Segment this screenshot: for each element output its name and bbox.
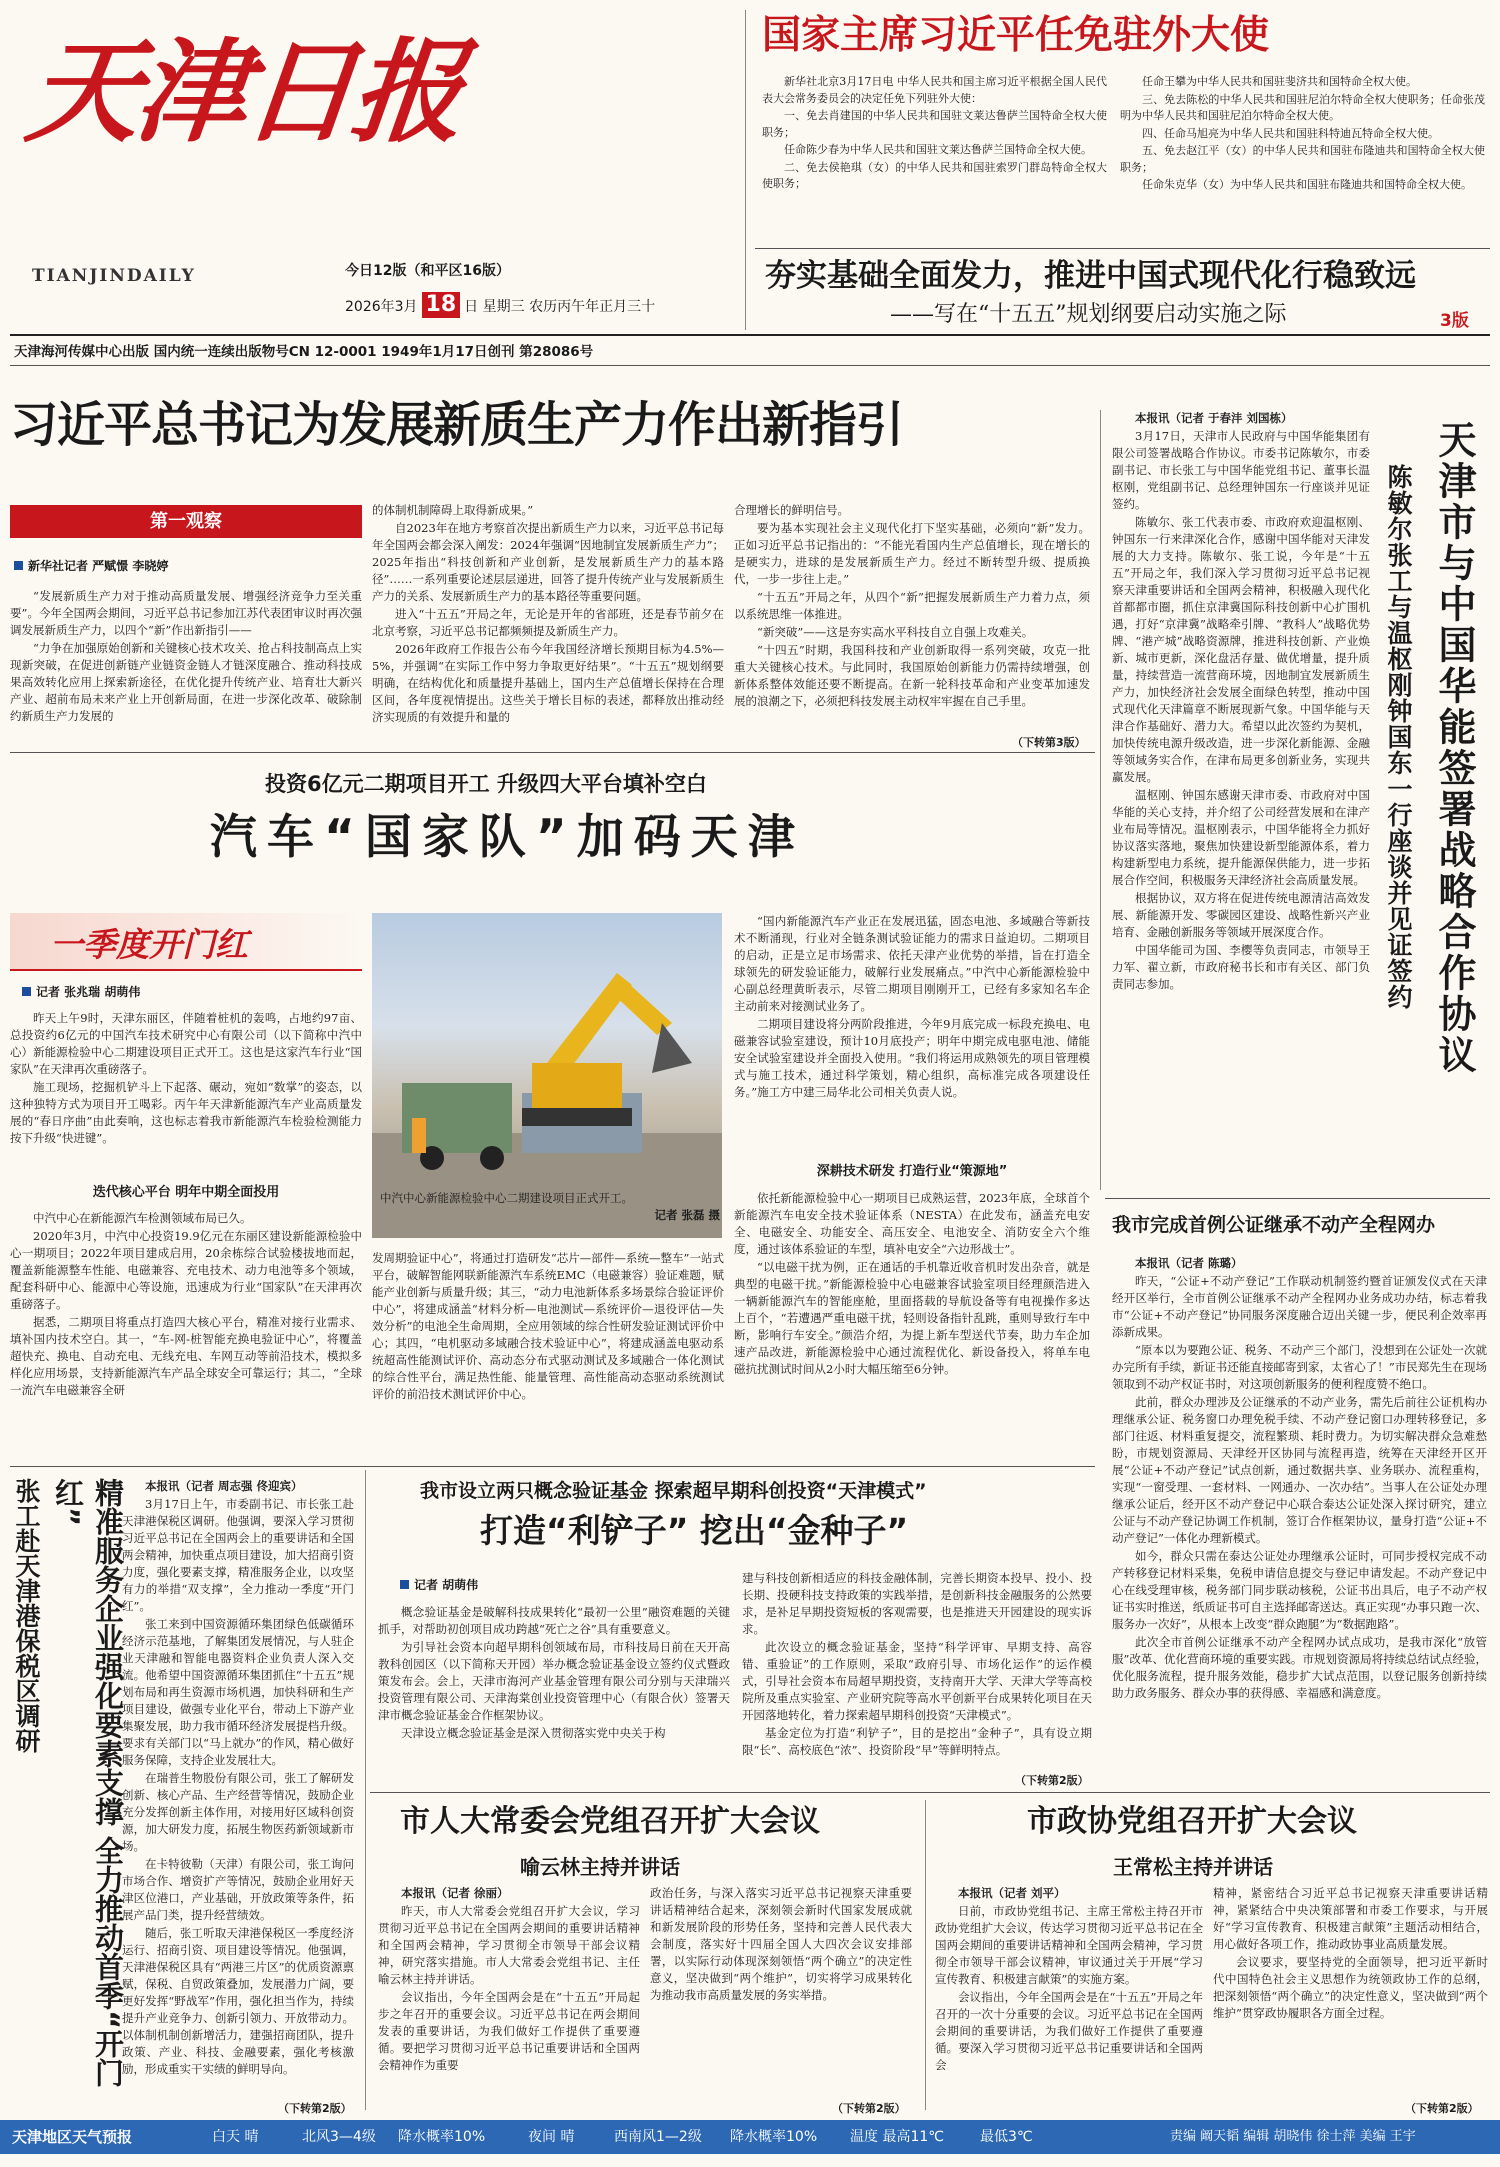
paragraph: 会议指出，今年全国两会是在“十五五”开局之年召开的一次十分重要的会议。习近平总书记在全国两会期间的重要讲话，为我们做好工作提供了重要遵循。要深入学习贯彻习近平总书记重要讲话和全国两会 xyxy=(935,1990,1203,2072)
top-story-title: 国家主席习近平任免驻外大使 xyxy=(762,13,1270,58)
auto-kicker: 投资6亿元二期项目开工 升级四大平台填补空白 xyxy=(265,772,707,796)
promo-subtitle: ——写在“十五五”规划纲要启动实施之际 xyxy=(890,302,1287,327)
publisher-line: 天津海河传媒中心出版 国内统一连续出版物号CN 12-0001 1949年1月17日创刊 第28086号 xyxy=(14,344,594,360)
auto-col1 xyxy=(10,1010,362,1175)
byline: 本报讯（记者 刘平） xyxy=(958,1886,1066,1900)
energy-title: 天津市与中国华能签署战略合作协议 xyxy=(1432,420,1476,1076)
paragraph: 中汽中心在新能源汽车检测领域布局已久。 xyxy=(33,1211,252,1225)
paragraph: 基金定位为打造“利铲子”，目的是挖出“金种子”，具有设立期限“长”、高校底色“浓”、投资阶段“早”等鲜明特点。 xyxy=(742,1726,1092,1757)
fund-byline xyxy=(400,1576,478,1593)
weather-high: 温度 最高11℃ xyxy=(850,2129,944,2145)
energy-subtitle: 陈敏尔张工与温枢刚钟国东一行座谈并见证签约 xyxy=(1384,464,1413,1010)
date-line xyxy=(345,292,655,318)
promo-rule xyxy=(755,248,1490,249)
byline-text: 新华社记者 严赋憬 李晓婷 xyxy=(28,559,169,573)
paragraph: 建与科技创新相适应的科技金融体制，完善长期资本投早、投小、投长期、投硬科技支持政策的实践举措，是创新科技金融服务的公然要求，是补足早期投资短板的客观需要，也是推进天开园建设的现实诉求。 xyxy=(742,1571,1092,1636)
paragraph: 此次设立的概念验证基金，坚持“科学评审、早期支持、高容错、重验证”的工作原则，采取“政府引导、市场化运作”的运作模式，引导社会资本布局超早期投资，支持南开大学、天津大学等高校院所及重点实验室、产业研究院等高水平创新平台成果转化项目在天开园落地转化，着力探索超早期科创投资“天津模式”。 xyxy=(742,1640,1092,1722)
npc-subtitle: 喻云林主持并讲话 xyxy=(520,1855,680,1879)
masthead-logo xyxy=(21,18,488,188)
publisher-rule xyxy=(10,365,1490,366)
paragraph: 任命陈少春为中华人民共和国驻文莱达鲁萨兰国特命全权大使。 xyxy=(784,143,1092,156)
masthead-rule xyxy=(10,334,1490,336)
bullet-icon xyxy=(22,987,31,996)
paragraph: 中国华能司为国、李樱等负责同志，市领导王力军、翟立新，市政府秘书长和市有关区、部门负责同志参加。 xyxy=(1112,943,1370,991)
paragraph: 3月17日上午，市委副书记、市长张工赴天津港保税区调研。他强调，要深入学习贯彻习近平总书记在全国两会上的重要讲话和全国两会精神，加快重点项目建设，加大招商引资力度，强化要素支撑，精准服务企业，以攻坚有力的举措“双支撑”，全力推动一季度“开门红”。 xyxy=(122,1497,354,1613)
divider xyxy=(1100,410,1101,1190)
paragraph: “力争在加强原始创新和关键核心技术攻关、抢占科技制高点上实现新突破，在促进创新链产业链资金链人才链深度融合、推动科技成果高效转化应用上探索新途径，在优化提升传统产业、培育壮大新兴产业、超前布局未来产业上开创新局面，在进一步深化改革、破除制约新质生产力发展的 xyxy=(10,641,362,723)
paragraph: 天津设立概念验证基金是深入贯彻落实党中央关于构 xyxy=(401,1726,666,1740)
auto-byline xyxy=(22,983,140,1000)
paragraph: 的体制机制障碍上取得新成果。” xyxy=(372,503,534,517)
weather-night: 夜间 晴 xyxy=(528,2129,575,2145)
byline-text: 记者 胡萌伟 xyxy=(414,1578,479,1592)
top-story-col1 xyxy=(762,74,1107,242)
lead-tag: 第一观察 xyxy=(10,505,362,538)
paragraph: 此前，群众办理涉及公证继承的不动产业务，需先后前往公证机构办理继承公证、税务窗口办理免税手续、不动产登记窗口办理转移登记，多部门往返、材料重复提交，流程繁琐、耗时费力。为切实解决群众急难愁盼，市规划资源局、天津经开区协同与流程再造，统筹在天津经开区开展“公证+不动产登记”试点创新，通过数据共享、业务联办、流程重构，实现“一窗受理、一套材料、一网通办、一次办结”。当事人在公证处办理继承公证后，经开区不动产登记中心联合泰达公证处深入探讨研究，建立公证与不动产登记协调工作机制，签订合作框架协议，量身打造“公证+不动产登记”一体化办理新模式。 xyxy=(1112,1395,1487,1545)
paragraph: “以电磁干扰为例，正在通话的手机靠近收音机时发出杂音，就是典型的电磁干扰。”新能源检验中心电磁兼容试验室项目经理颜浩进入一辆新能源汽车的智能座舱，里面搭载的导航设备等有电视操作多达上百个，“若遭遇严重电磁干扰，轻则设备指针乱跳，重则导致行车中断，影响行车安全。”颜浩介绍，为提上新车型送代节奏，助力车企加速产品改进，新能源检验中心通过流程优化、新设备投入，将单车电磁抗扰测试时间从2小时大幅压缩至6分钟。 xyxy=(734,1260,1090,1376)
auto-col3b xyxy=(734,1190,1090,1460)
paragraph: 3月17日，天津市人民政府与中国华能集团有限公司签署战略合作协议。市委书记陈敏尔，市委副书记、市长张工与中国华能党组书记、董事长温枢刚，党组副书记、总经理钟国东一行座谈并见证签约。 xyxy=(1112,429,1370,511)
weather-day: 白天 晴 xyxy=(212,2129,259,2145)
auto-subhead-1: 迭代核心平台 明年中期全面投用 xyxy=(92,1185,280,1200)
paragraph: 自2023年在地方考察首次提出新质生产力以来，习近平总书记每年全国两会都会深入阐发：2024年强调“因地制宜发展新质生产力”；2025年指出“科技创新和产业创新，是发展新质生产力的基本路径”……一系列重要论述层层递进，回答了提升传统产业与发展新质生产力的关系、发展新质生产力的基本路径等重要问题。 xyxy=(372,521,724,603)
paragraph: 二、免去侯艳琪（女）的中华人民共和国驻索罗门群岛特命全权大使职务； xyxy=(762,160,1107,190)
paragraph: 合理增长的鲜明信号。 xyxy=(734,503,849,517)
paragraph: “十四五”时期，我国科技和产业创新取得一系列突破，攻克一批重大关键核心技术。与此同时，我国原始创新能力仍需持续增强，创新体系整体效能还要不断提高。在新一轮科技革命和产业变革加速发展的浪潮之下，必须把科技发展主动权牢牢握在自己手里。 xyxy=(734,643,1090,708)
byline: 本报讯（记者 于春沣 刘国栋） xyxy=(1135,411,1293,425)
byline: 本报讯（记者 周志强 佟迎宾） xyxy=(145,1479,303,1493)
paragraph: 张工来到中国资源循环集团绿色低碳循环经济示范基地，了解集团发展情况，与人驻企业天津融和智能电器资料企业负责人深入交流。他希望中国资源循环集团抓住“十五五”规划布局和再生资源市场机遇，加快科研和生产项目建设，做强专业化平台，带动上下游产业集聚发展，助力我市循环经济发展提档升级。要求有关部门以“马上就办”的作风，精心做好服务保障，支持企业发展壮大。 xyxy=(122,1617,354,1767)
paragraph: 2020年3月，中汽中心投资19.9亿元在东丽区建设新能源检验中心一期项目；2022年项目建成启用，20余栋综合试验楼拔地而起，覆盖新能源整车性能、电磁兼容、充电技术、动力电池等多个领域，配套科研中心、能源中心等设施，迅速成为行业“国家队”在天津再次重磅落子。 xyxy=(10,1229,362,1311)
byline-text: 记者 张兆瑞 胡萌伟 xyxy=(36,985,141,999)
section-rule xyxy=(10,1466,1095,1467)
lead-byline xyxy=(14,557,168,574)
fund-continued[interactable]: （下转第2版） xyxy=(1015,1774,1089,1787)
vert-title: 精准服务企业强化要素支撑 全力推动首季“开门红” xyxy=(51,1478,125,2088)
date-day: 18 xyxy=(422,292,461,318)
byline: 本报讯（记者 陈璐） xyxy=(1135,1256,1243,1270)
photo-caption xyxy=(380,1190,720,1224)
paragraph: 如今，群众只需在泰达公证处办理继承公证时，可同步授权完成不动产转移登记材料采集，免税申请信息提交与登记申请发起。不动产登记中心在线受理审核，税务部门同步联动核税，公证书出具后，电子不动产权证书实时推送，纸质证书可自主选择邮寄送达。真正实现“办事只跑一次、服务办一次好”，从根本上改变“群众跑腿”为“数据跑路”。 xyxy=(1112,1549,1487,1631)
paragraph: 日前，市政协党组书记、主席王常松主持召开市政协党组扩大会议，传达学习贯彻习近平总书记在全国两会期间的重要讲话精神和全国两会精神，学习贯彻全市领导干部会议精神，审议通过关于开展“学习宣传教育、积极建言献策”的实施方案。 xyxy=(935,1904,1203,1986)
logo-text: 天津日报 xyxy=(21,27,467,158)
section-rule xyxy=(370,1792,1490,1793)
heir-title: 我市完成首例公证继承不动产全程网办 xyxy=(1112,1214,1436,1236)
weather-day-rain: 降水概率10% xyxy=(398,2129,486,2145)
top-story-col2 xyxy=(1120,74,1485,242)
weather-label: 天津地区天气预报 xyxy=(12,2128,133,2146)
divider xyxy=(365,1470,366,2110)
paragraph: 概念验证基金是破解科技成果转化“最初一公里”融资难题的关键抓手，对帮助初创项目成功跨越“死亡之谷”具有重要意义。 xyxy=(378,1605,730,1636)
paragraph: 会议要求，要坚持党的全面领导，把习近平新时代中国特色社会主义思想作为统领政协工作的总纲，把深刻领悟“两个确立”的决定性意义，坚决做到“两个维护”贯穿政协履职各方面全过程。 xyxy=(1213,1955,1488,2020)
en-name: TIANJINDAILY xyxy=(32,266,196,286)
vert-subtitle: 张工赴天津港保税区调研 xyxy=(12,1478,41,1753)
weather-bar xyxy=(0,2120,1500,2154)
paragraph: 任命朱克华（女）为中华人民共和国驻布隆迪共和国特命全权大使。 xyxy=(1142,178,1472,191)
edition-info xyxy=(345,260,655,318)
promo-title[interactable]: 夯实基础全面发力，推进中国式现代化行稳致远 xyxy=(765,258,1416,294)
paragraph: 三、免去陈松的中华人民共和国驻尼泊尔特命全权大使职务；任命张茂明为中华人民共和国驻尼泊尔特命全权大使。 xyxy=(1120,92,1485,122)
paragraph: 政治任务，与深入落实习近平总书记视察天津重要讲话精神结合起来，深刻领会新时代国家发展成就和新发展阶段的形势任务，坚持和完善人民代表大会制度，落实好十四届全国人大四次会议安排部署，以实际行动体现深刻领悟“两个确立”的决定性意义，坚决做到“两个维护”，切实将学习成果转化为推动我市高质量发展的务实举措。 xyxy=(650,1886,912,2002)
auto-banner xyxy=(10,913,362,971)
auto-subhead-2: 深耕技术研发 打造行业“策源地” xyxy=(816,1164,1008,1179)
auto-col3 xyxy=(734,913,1090,1153)
paragraph: “十五五”开局之年，从四个“新”把握发展新质生产力着力点，须以系统思维一体推进。 xyxy=(734,590,1090,621)
fund-col2 xyxy=(742,1570,1092,1770)
paragraph: 五、免去赵江平（女）的中华人民共和国驻布隆迪共和国特命全权大使职务； xyxy=(1120,144,1485,174)
cppcc-col1 xyxy=(935,1885,1203,2105)
banner-text: 一季度开门红 xyxy=(50,925,248,964)
paragraph: 精神，紧密结合习近平总书记视察天津重要讲话精神，紧紧结合中央决策部署和市委工作要求，与开展好“学习宣传教育、积极建言献策”主题活动相结合，用心做好各项工作，推动政协事业高质量发展。 xyxy=(1213,1886,1488,1951)
section-rule xyxy=(10,752,1095,753)
caption-text: 中汽中心新能源检验中心二期建设项目正式开工。 xyxy=(380,1191,633,1205)
paragraph: “原本以为要跑公证、税务、不动产三个部门，没想到在公证处一次就办完所有手续，新证书还能直接邮寄到家，太省心了！”市民郑先生在现场领取到不动产权证书时，对这项创新服务的便利程度赞不绝口。 xyxy=(1112,1343,1487,1391)
weather-night-rain: 降水概率10% xyxy=(730,2129,818,2145)
paragraph: 一、免去肖建国的中华人民共和国驻文莱达鲁萨兰国特命全权大使职务； xyxy=(762,109,1107,139)
date-prefix: 2026年3月 xyxy=(345,299,418,315)
cppcc-col2 xyxy=(1213,1885,1488,2085)
lead-title: 习近平总书记为发展新质生产力作出新指引 xyxy=(10,397,904,453)
byline: 本报讯（记者 徐丽） xyxy=(401,1886,509,1900)
fund-kicker: 我市设立两只概念验证基金 探索超早期科创投资“天津模式” xyxy=(420,1480,927,1502)
paragraph: 昨天上午9时，天津东丽区，伴随着桩机的轰鸣，占地约97亩、总投资约6亿元的中国汽车技术研究中心有限公司（以下简称中汽中心）新能源检验中心二期建设项目正式开工。这也是这家汽车行业“国家队”在天津再次重磅落子。 xyxy=(10,1011,362,1076)
divider xyxy=(745,10,746,330)
auto-col1b xyxy=(10,1210,362,1460)
paragraph: 新华社北京3月17日电 中华人民共和国主席习近平根据全国人民代表大会常务委员会的决定任免下列驻外大使： xyxy=(762,75,1107,105)
weather-day-wind: 北风3—4级 xyxy=(302,2129,376,2145)
section-rule xyxy=(1105,1198,1490,1199)
paragraph: 会议指出，今年全国两会是在“十五五”开局起步之年召开的重要会议。习近平总书记在两会期间发表的重要讲话，为我们做好工作提供了重要遵循。要把学习贯彻习近平总书记重要讲话和全国两会精神作为重要 xyxy=(378,1990,640,2072)
vert-body xyxy=(122,1478,354,2098)
paragraph: 要为基本实现社会主义现代化打下坚实基础，必须向“新”发力。正如习近平总书记指出的：“不能光看国内生产总值增长，现在增长的是硬实力，进球的是发展新质生产力。经过不断转型升级、提质换代，一步一步往上走。” xyxy=(734,521,1090,586)
paragraph: “发展新质生产力对于推动高质量发展、增强经济竞争力至关重要”。今年全国两会期间，习近平总书记参加江苏代表团审议时再次强调发展新质生产力，以四个“新”作出新指引—— xyxy=(10,589,362,637)
npc-col1 xyxy=(378,1885,640,2105)
auto-title: 汽车“国家队”加码天津 xyxy=(210,810,805,865)
paragraph: 2026年政府工作报告公布今年我国经济增长预期目标为4.5%—5%，并强调“在实际工作中努力争取更好结果”。“十五五”规划纲要明确，在结构优化和质量提升基础上，国内生产总值增长保持在合理区间，各年度视情提出。这些关于增长目标的表述，都释放出推动经济实现质的有效提升和量的 xyxy=(372,642,724,724)
paragraph: 温枢刚、钟国东感谢天津市委、市政府对中国华能的关心支持，并介绍了公司经营发展和在津产业布局等情况。温枢刚表示，中国华能将全力抓好协议落实落地，聚焦加快建设新型能源体系，着力构建新型电力系统，提升能源保供能力，进一步拓展合作空间，积极服务天津经济社会高质量发展。 xyxy=(1112,788,1370,887)
divider xyxy=(925,1800,926,2110)
paragraph: 二期项目建设将分两阶段推进，今年9月底完成一标段充换电、电磁兼容试验室建设，预计10月底投产；明年中期完成电驱电池、储能安全试验室建设并全面投入使用。“我们将运用成熟领先的项目管理模式与施工技术，通过科学策划，精心组织，高标准完成各项建设任务。”施工方中建三局华北公司相关负责人说。 xyxy=(734,1017,1090,1099)
paragraph: 根据协议，双方将在促进传统电源清洁高效发展、新能源开发、零碳园区建设、战略性新兴产业培育、金融创新服务等领域开展深度合作。 xyxy=(1112,891,1370,939)
date-suffix: 日 星期三 农历丙午年正月三十 xyxy=(464,299,656,315)
lead-col2 xyxy=(372,502,724,748)
cppcc-title: 市政协党组召开扩大会议 xyxy=(1027,1804,1357,1839)
paragraph: 在瑞普生物股份有限公司，张工了解研发创新、核心产品、生产经营等情况，鼓励企业充分发挥创新主体作用，对接用好区域科创资源，加大研发力度，拓展生物医药新领域新市场。 xyxy=(122,1771,354,1853)
paragraph: 随后，张工听取天津港保税区一季度经济运行、招商引资、项目建设等情况。他强调，天津港保税区具有“两港三片区”的优质资源禀赋，保税、自贸政策叠加，发展潜力广阔，要更好发挥“野战军”作用，强化担当作为，持续提升产业竞争力、创新引领力、开放带动力。以体制机制创新增活力，建强招商团队，提升政策、产业、科技、金融要素，强化考核激励，形成重实干实绩的鲜明导向。 xyxy=(122,1926,354,2076)
auto-col2b xyxy=(372,1250,724,1460)
paragraph: 昨天，市人大常委会党组召开扩大会议，学习贯彻习近平总书记在全国两会期间的重要讲话精神和全国两会精神，学习贯彻全市领导干部会议精神，研究落实措施。市人大常委会党组书记、主任喻云林主持并讲话。 xyxy=(378,1904,640,1986)
cppcc-subtitle: 王常松主持并讲话 xyxy=(1113,1855,1273,1879)
promo-page[interactable]: 3版 xyxy=(1440,311,1469,331)
fund-title: 打造“利铲子” 挖出“金种子” xyxy=(480,1511,909,1550)
npc-continued[interactable]: （下转第2版） xyxy=(832,2102,906,2115)
lead-col3 xyxy=(734,502,1090,730)
bullet-icon xyxy=(400,1580,409,1589)
npc-col2 xyxy=(650,1885,912,2085)
paragraph: 依托新能源检验中心一期项目已成熟运营，2023年底，全球首个新能源汽车电安全技术验证体系（NESTA）在此发布，涵盖充电安全、电磁安全、功能安全、高压安全、电池安全、消防安全六个维度，通过该体系验证的车型，填补电安全“六边形战士”。 xyxy=(734,1191,1090,1256)
edition: 今日12版（和平区16版） xyxy=(345,263,510,279)
paragraph: 四、任命马旭亮为中华人民共和国驻科特迪瓦特命全权大使。 xyxy=(1142,126,1439,140)
fund-col1 xyxy=(378,1604,730,1779)
paragraph: 据悉，二期项目将重点打造四大核心平台，精准对接行业需求、填补国内技术空白。其一，“车-网-桩智能充换电验证中心”，将覆盖超快充、换电、自动充电、无线充电、车网互动等前沿技术，模拟多样化应用场景，支持新能源汽车产品全球安全可靠运行；其二，“全球一流汽车电磁兼容全研 xyxy=(10,1315,362,1397)
paragraph: 陈敏尔、张工代表市委、市政府欢迎温枢刚、钟国东一行来津深化合作，感谢中国华能对天津发展的大力支持。陈敏尔、张工说，今年是“十五五”开局之年，我们深入学习贯彻习近平总书记视察天津重要讲话和全国两会精神，积极融入现代化首都都市圈，抓住京津冀国际科技创新中心扩围机遇，打好“京津冀”战略牵引牌、“教科人”战略优势牌、“港产城”战略资源牌，推进科技创新、产业焕新、城市更新，深化盘活存量、做优增量，提升质量，持续营造一流营商环境，因地制宜发展新质生产力，加快经济社会发展全面绿色转型，推动中国式现代化天津篇章不断展现新气象。中国华能与天津合作基础好、潜力大。希望以此次签约为契机，加快传统电源升级改造，进一步深化新能源、金融等领域务实合作，在津布局更多创新业务，实现共赢发展。 xyxy=(1112,515,1370,784)
paragraph: “国内新能源汽车产业正在发展迅猛，固态电池、多域融合等新技术不断涌现，行业对全链条测试验证能力的需求日益迫切。二期项目的启动，正是立足市场需求、依托天津产业优势的举措，旨在打造全球领先的研发验证能力，破解行业发展痛点。”中汽中心新能源检验中心副总经理黄昕表示，尽管二期项目刚刚开工，已经有多家知名车企主动前来对接测试业务了。 xyxy=(734,914,1090,1013)
paragraph: 发周期验证中心”，将通过打造研发“芯片—部件—系统—整车”一站式平台，破解智能网联新能源汽车系统EMC（电磁兼容）验证难题，赋能产业创新与质量升级；其三，“动力电池新体系多场景综合验证评价中心”，将建成涵盖“材料分析—电池测试—系统评价—退役评估—失效分析”的电池全生命周期，全应用领域的综合性研发验证测试评价中心；其四，“电机驱动多域融合技术验证中心”，将建成涵盖电驱动系统超高性能测试评价、高动态分布式驱动测试及多域融合一体化测试的综合性平台，满足热性能、能量管理、高性能高动态驱动系统测试评价的前沿技术测试评价中心。 xyxy=(372,1251,724,1401)
cppcc-continued[interactable]: （下转第2版） xyxy=(1405,2102,1479,2115)
weather-night-wind: 西南风1—2级 xyxy=(614,2129,702,2145)
paragraph: 进入“十五五”开局之年，无论是开年的省部班，还是春节前夕在北京考察，习近平总书记都频频提及新质生产力。 xyxy=(372,607,724,638)
editors: 责编 阚天韬 编辑 胡晓伟 徐士萍 美编 王宇 xyxy=(1170,2129,1416,2144)
energy-body xyxy=(1112,410,1370,1195)
npc-title: 市人大常委会党组召开扩大会议 xyxy=(400,1804,820,1839)
paragraph: 昨天，“公证+不动产登记”工作联动机制签约暨首证颁发仪式在天津经开区举行，全市首例公证继承不动产全程网办业务成功办结，标志着我市“公证+不动产登记”协同服务深度融合迈出关键一步，便民利企效率再添新成果。 xyxy=(1112,1274,1487,1339)
lead-col1 xyxy=(10,588,362,748)
paragraph: 施工现场，挖掘机铲斗上下起落、碾动，宛如“数掌”的姿态，以这种独特方式为项目开工喝彩。丙午年天津新能源汽车产业高质量发展的“春日序曲”由此奏响，这也标志着我市新能源汽车检验检测能力按下升级“快进键”。 xyxy=(10,1080,362,1145)
heir-body xyxy=(1112,1255,1487,1830)
paragraph: 在卡特彼勒（天津）有限公司，张工询问市场合作、增资扩产等情况，鼓励企业用好天津区位港口，产业基础，开放政策等条件，拓展产品门类，提升经营绩效。 xyxy=(122,1857,354,1922)
paragraph: 任命王攀为中华人民共和国驻斐济共和国特命全权大使。 xyxy=(1142,75,1417,88)
lead-continued[interactable]: （下转第3版） xyxy=(1012,736,1086,749)
paragraph: 此次全市首例公证继承不动产全程网办试点成功，是我市深化“放管服”改革、优化营商环境的重要实践。市规划资源局将持续总结试点经验，优化服务流程，提升服务效能，稳步扩大试点范围，以登记服务创新持续助力政务服务、群众办事的获得感、幸福感和满意度。 xyxy=(1112,1635,1487,1700)
paragraph: “新突破”——这是夯实高水平科技自立自强上攻难关。 xyxy=(757,625,1034,639)
photo-credit: 记者 张磊 摄 xyxy=(654,1208,720,1222)
paragraph: 为引导社会资本向超早期科创领域布局，市科技局日前在天开高教科创园区（以下简称天开园）举办概念验证基金设立签约仪式暨政策发布会。会上，天津市海河产业基金管理有限公司分别与天津瑞兴投资管理有限公司、天津海棠创业投资管理中心（有限合伙）签署天津市概念验证基金合作框架协议。 xyxy=(378,1640,730,1722)
bullet-icon xyxy=(14,561,23,570)
vert-continued[interactable]: （下转第2版） xyxy=(278,2102,352,2115)
weather-low: 最低3℃ xyxy=(980,2129,1033,2145)
